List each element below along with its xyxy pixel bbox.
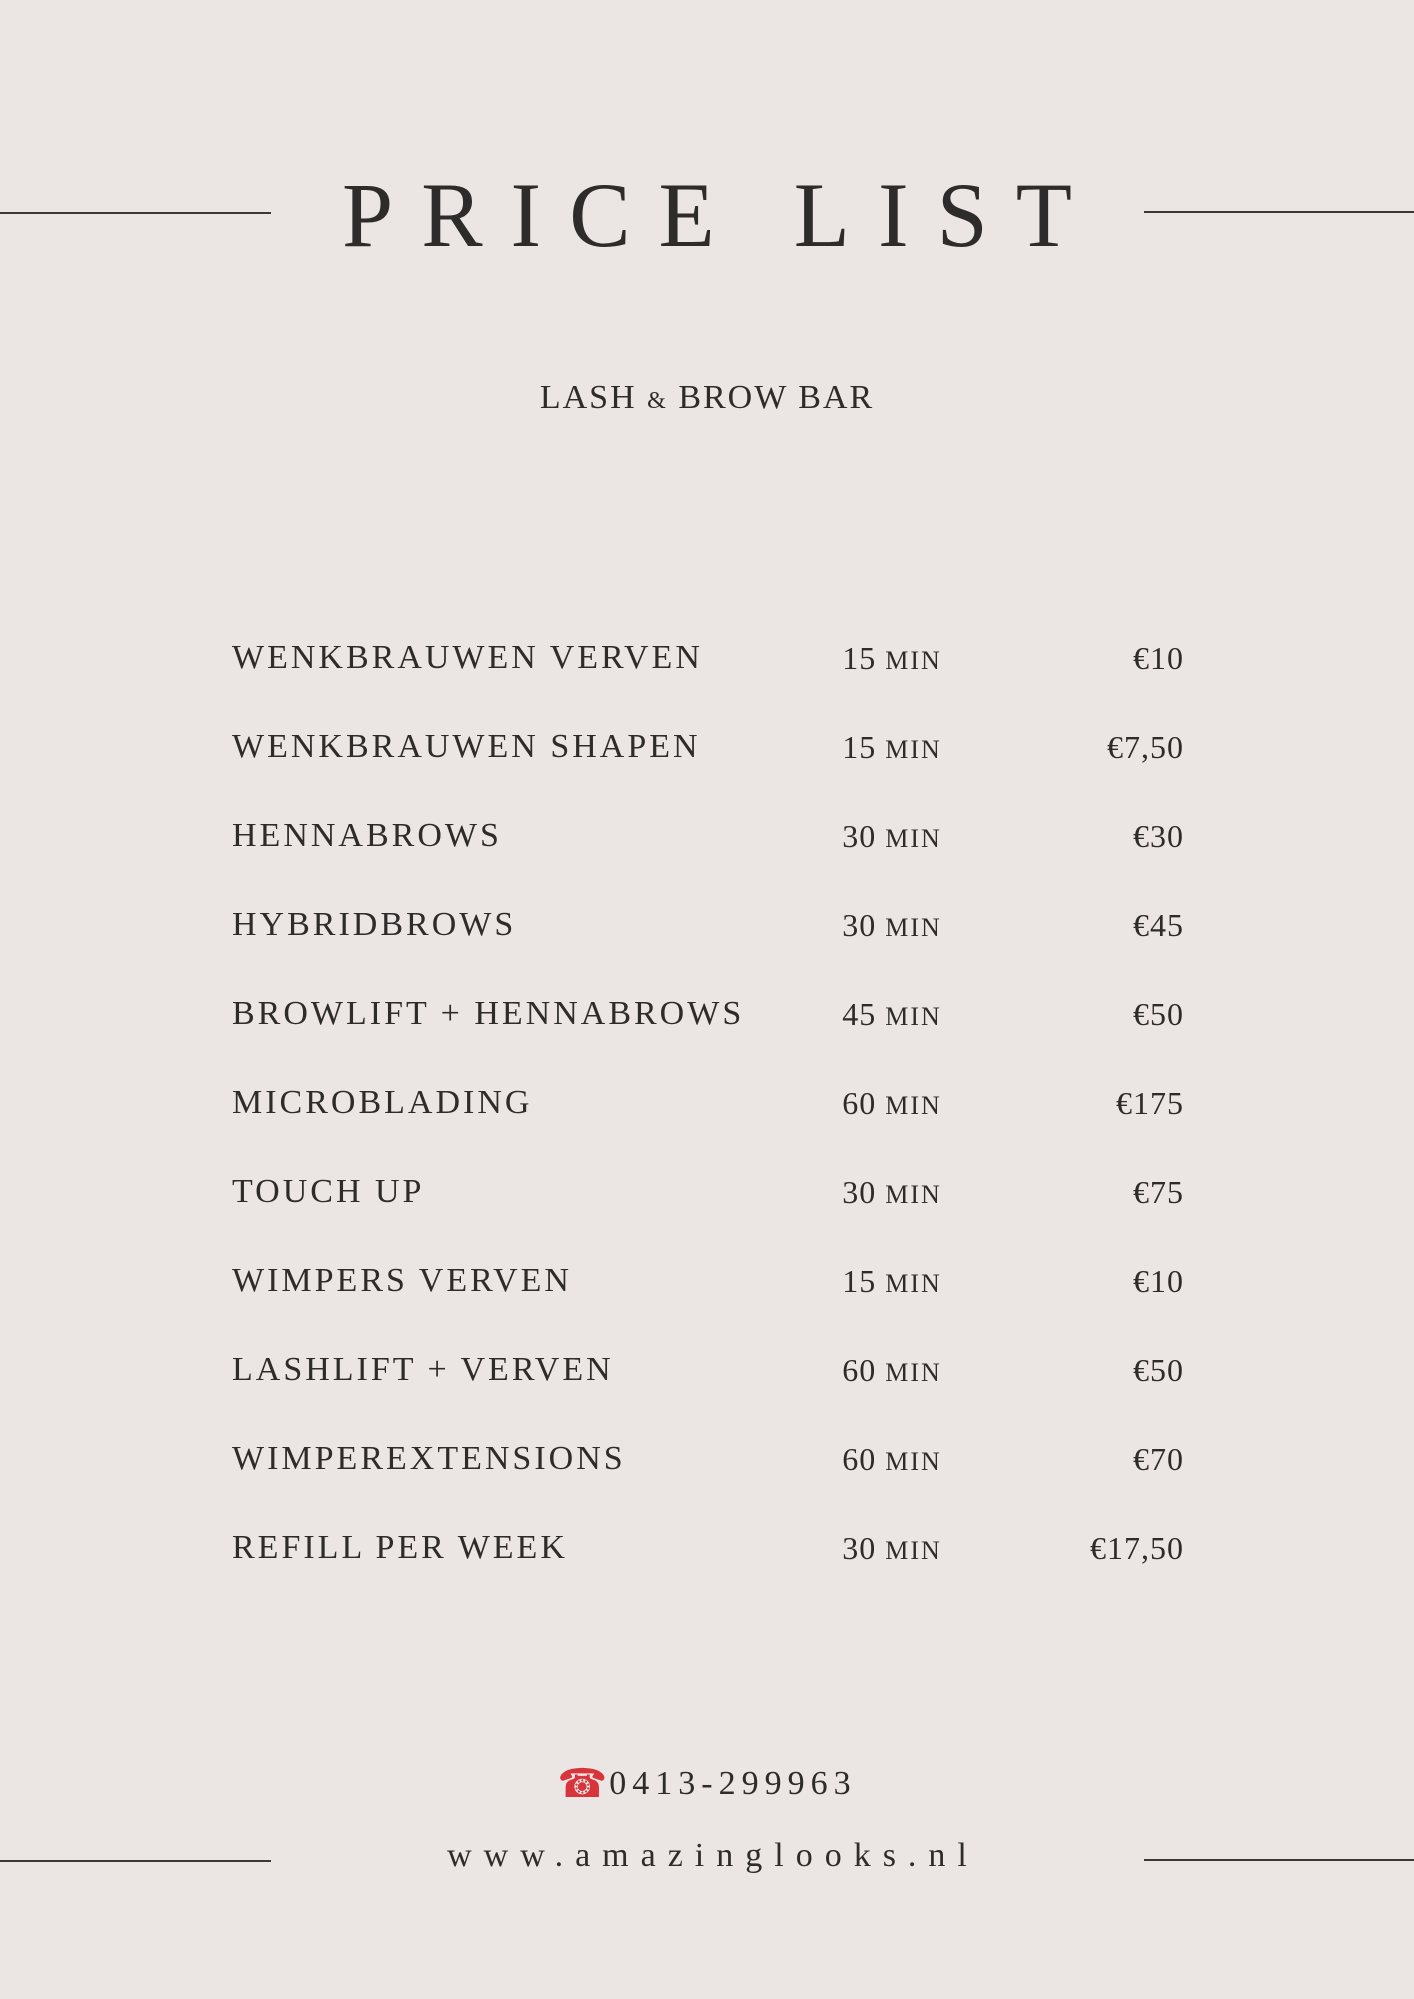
- duration-unit: MIN: [885, 646, 942, 675]
- service-duration: [832, 1431, 952, 1490]
- duration-value: 15: [842, 640, 877, 676]
- duration-unit: MIN: [885, 1536, 942, 1565]
- service-price: €70: [1133, 1441, 1184, 1477]
- service-name: WIMPEREXTENSIONS: [232, 1440, 626, 1477]
- price-row: [232, 630, 1184, 719]
- price-row: [232, 1075, 1184, 1164]
- duration-value: 60: [842, 1352, 877, 1388]
- service-name: TOUCH UP: [232, 1173, 425, 1210]
- bottom-right-divider: [1144, 1859, 1414, 1861]
- price-row: [232, 1342, 1184, 1431]
- service-price: €10: [1133, 640, 1184, 676]
- duration-value: 30: [842, 1530, 877, 1566]
- duration-unit: MIN: [885, 1180, 942, 1209]
- subtitle-part-2: BROW BAR: [678, 379, 875, 416]
- subtitle-part-1: LASH: [539, 379, 637, 416]
- service-name: WENKBRAUWEN VERVEN: [232, 639, 703, 676]
- service-duration: [832, 1164, 952, 1223]
- service-price: €7,50: [1107, 729, 1184, 765]
- duration-unit: MIN: [885, 1447, 942, 1476]
- price-list: [232, 630, 1184, 1609]
- price-row: [232, 1253, 1184, 1342]
- service-name: WENKBRAUWEN SHAPEN: [232, 728, 701, 765]
- duration-unit: MIN: [885, 735, 942, 764]
- price-row: [232, 719, 1184, 808]
- website-link[interactable]: www.amazinglooks.nl: [447, 1837, 979, 1874]
- page-title: PRICE LIST: [342, 164, 1100, 266]
- price-row: [232, 1164, 1184, 1253]
- service-name: BROWLIFT + HENNABROWS: [232, 995, 745, 1032]
- duration-value: 15: [842, 729, 877, 765]
- service-name: REFILL PER WEEK: [232, 1529, 568, 1566]
- service-duration: [832, 808, 952, 867]
- duration-unit: MIN: [885, 824, 942, 853]
- service-name: MICROBLADING: [232, 1084, 533, 1121]
- bottom-left-divider: [0, 1860, 271, 1862]
- service-price: €175: [1116, 1085, 1184, 1121]
- duration-value: 45: [842, 996, 877, 1032]
- service-name: HYBRIDBROWS: [232, 906, 517, 943]
- service-duration: [832, 719, 952, 778]
- service-duration: [832, 1520, 952, 1579]
- price-row: [232, 1431, 1184, 1520]
- service-name: LASHLIFT + VERVEN: [232, 1351, 614, 1388]
- phone-number[interactable]: 0413-299963: [609, 1765, 857, 1802]
- service-duration: [832, 986, 952, 1045]
- duration-unit: MIN: [885, 1091, 942, 1120]
- service-duration: [832, 630, 952, 689]
- duration-value: 30: [842, 818, 877, 854]
- duration-value: 30: [842, 907, 877, 943]
- duration-unit: MIN: [885, 1002, 942, 1031]
- duration-value: 60: [842, 1441, 877, 1477]
- service-price: €50: [1133, 996, 1184, 1032]
- price-row: [232, 897, 1184, 986]
- service-price: €45: [1133, 907, 1184, 943]
- service-duration: [832, 897, 952, 956]
- subtitle-ampersand: &: [647, 388, 668, 414]
- telephone-icon: ☎: [557, 1761, 608, 1806]
- service-duration: [832, 1253, 952, 1312]
- duration-unit: MIN: [885, 913, 942, 942]
- service-duration: [832, 1075, 952, 1134]
- service-price: €17,50: [1090, 1530, 1184, 1566]
- service-name: WIMPERS VERVEN: [232, 1262, 572, 1299]
- duration-unit: MIN: [885, 1269, 942, 1298]
- phone-line: [0, 1756, 1414, 1812]
- service-price: €75: [1133, 1174, 1184, 1210]
- duration-value: 30: [842, 1174, 877, 1210]
- duration-value: 15: [842, 1263, 877, 1299]
- subtitle: [0, 374, 1414, 425]
- service-price: €10: [1133, 1263, 1184, 1299]
- price-row: [232, 1520, 1184, 1609]
- service-duration: [832, 1342, 952, 1401]
- service-price: €30: [1133, 818, 1184, 854]
- service-price: €50: [1133, 1352, 1184, 1388]
- service-name: HENNABROWS: [232, 817, 502, 854]
- price-row: [232, 986, 1184, 1075]
- price-row: [232, 808, 1184, 897]
- duration-value: 60: [842, 1085, 877, 1121]
- duration-unit: MIN: [885, 1358, 942, 1387]
